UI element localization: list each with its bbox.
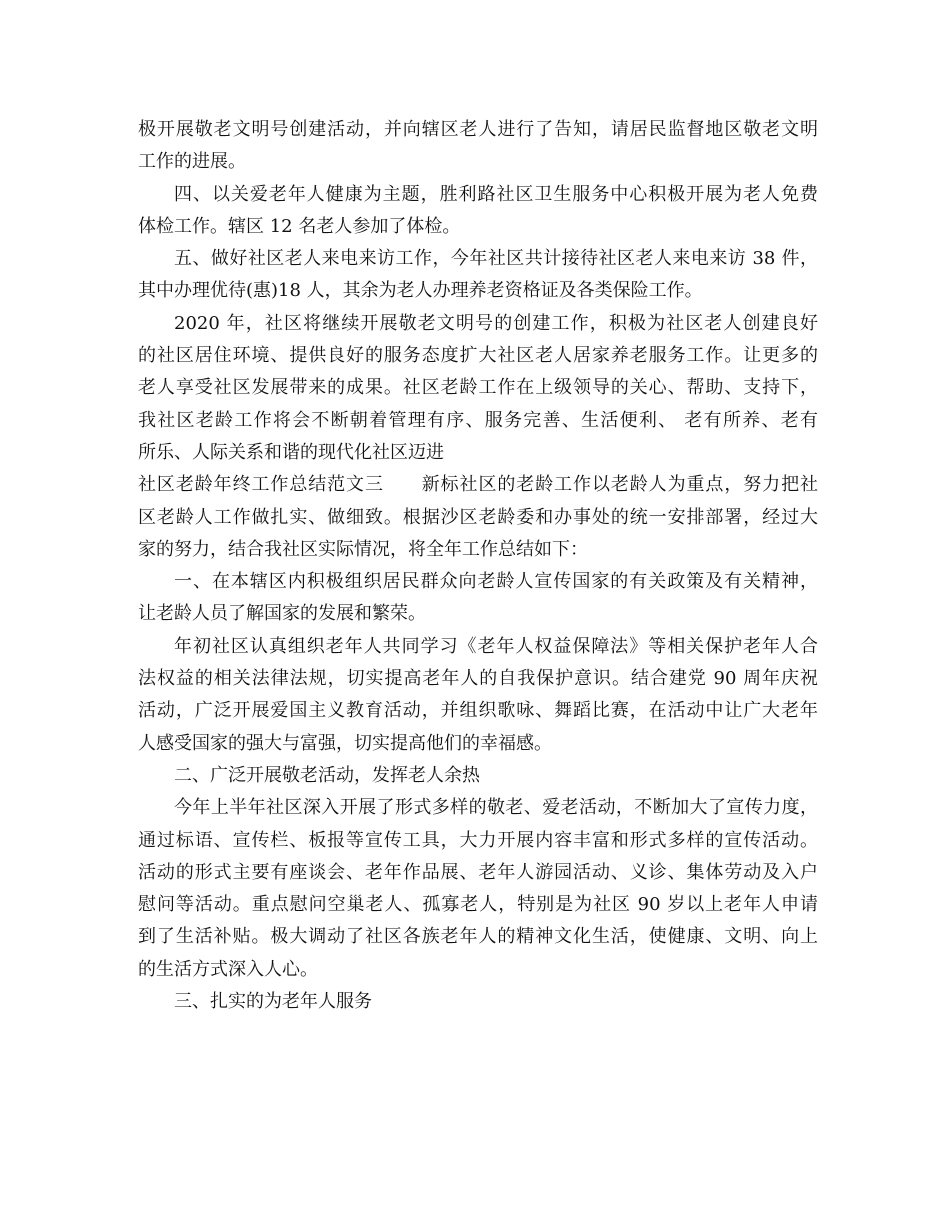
text-line: 通过标语、宣传栏、板报等宣传工具，大力开展内容丰富和形式多样的宣传活动。	[138, 829, 818, 851]
text-line: 老人享受社区发展带来的成果。社区老龄工作在上级领导的关心、帮助、支持下，	[138, 377, 818, 399]
text-line: 到了生活补贴。极大调动了社区各族老年人的精神文化生活，使健康、文明、向上	[138, 926, 818, 948]
text-line: 让老龄人员了解国家的发展和繁荣。	[138, 603, 426, 625]
text-line: 区老龄人工作做扎实、做细致。根据沙区老龄委和办事处的统一安排部署，经过大	[138, 506, 818, 528]
document-page	[138, 114, 818, 1018]
text-line: 法权益的相关法律法规，切实提高老年人的自我保护意识。结合建党 90 周年庆祝	[138, 668, 818, 690]
text-line: 慰问等活动。重点慰问空巢老人、孤寡老人，特别是为社区 90 岁以上老年人申请	[138, 894, 818, 916]
paragraph-heading-line: 三、扎实的为老年人服务	[174, 991, 372, 1013]
text-line: 的生活方式深入人心。	[138, 958, 318, 980]
text-line: 极开展敬老文明号创建活动，并向辖区老人进行了告知，请居民监督地区敬老文明	[138, 119, 818, 140]
text-line: 活动，广泛开展爱国主义教育活动，并组织歌咏、舞蹈比赛，在活动中让广大老年	[138, 700, 818, 722]
text-line: 我社区老龄工作将会不断朝着管理有序、服务完善、生活便利、 老有所养、老有	[138, 409, 818, 431]
text-line: 体检工作。辖区 12 名老人参加了体检。	[138, 215, 461, 237]
text-line: 人感受国家的强大与富强，切实提高他们的幸福感。	[138, 732, 552, 754]
paragraph-heading-line: 二、广泛开展敬老活动，发挥老人余热	[174, 764, 480, 786]
paragraph-start-line: 2020 年，社区将继续开展敬老文明号的创建工作，积极为社区老人创建良好	[174, 312, 818, 334]
text-line: 的社区居住环境、提供良好的服务态度扩大社区老人居家养老服务工作。让更多的	[138, 345, 818, 367]
paragraph-start-line: 四、以关爱老年人健康为主题，胜利路社区卫生服务中心积极开展为老人免费	[174, 183, 818, 205]
text-line: 所乐、人际关系和谐的现代化社区迈进	[138, 441, 444, 463]
paragraph-start-line: 一、在本辖区内积极组织居民群众向老龄人宣传国家的有关政策及有关精神，	[174, 571, 818, 593]
text-line: 工作的进展。	[138, 151, 246, 173]
paragraph-start-line: 年初社区认真组织老年人共同学习《老年人权益保障法》等相关保护老年人合	[174, 635, 818, 657]
text-line: 活动的形式主要有座谈会、老年作品展、老年人游园活动、义诊、集体劳动及入户	[138, 861, 818, 883]
section-title-line: 社区老龄年终工作总结范文三 新标社区的老龄工作以老龄人为重点，努力把社	[138, 474, 818, 496]
paragraph-start-line: 五、做好社区老人来电来访工作，今年社区共计接待社区老人来电来访 38 件，	[174, 248, 818, 270]
text-line: 家的努力，结合我社区实际情况，将全年工作总结如下：	[138, 538, 588, 560]
paragraph-start-line: 今年上半年社区深入开展了形式多样的敬老、爱老活动，不断加大了宣传力度，	[174, 797, 818, 819]
text-line: 其中办理优待(惠)18 人，其余为老人办理养老资格证及各类保险工作。	[138, 280, 703, 302]
